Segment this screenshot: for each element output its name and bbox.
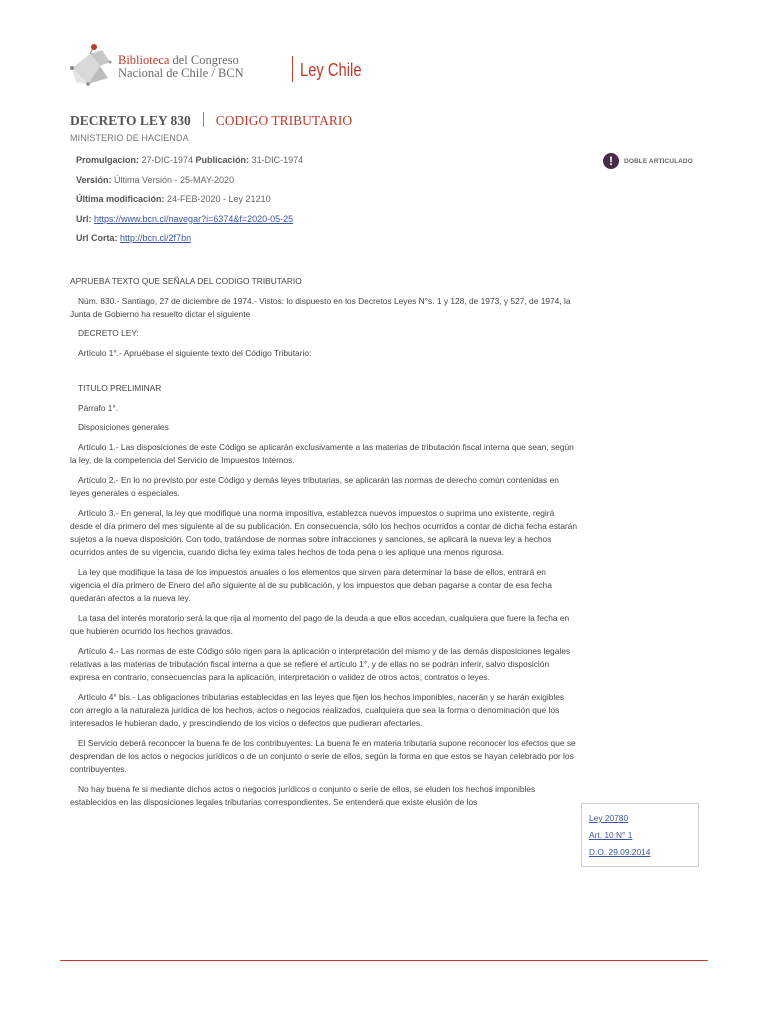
url-link[interactable]: https://www.bcn.cl/navegar?i=6374&f=2020-05-25 [94, 213, 294, 224]
body-paragraph: Artículo 4.- Las normas de este Código sólo rigen para la aplicación o interpretación del mismo y de las demás disposiciones legales relativas a las materias de tributación fiscal interna a que se refiere el artículo 1°, y de ellas no se podrán inferir, salvo disposición expresa en contrario, consecuencias para la aplicación, interpretación o validez de otros actos, contratos o leyes. [70, 645, 571, 682]
meta-url-corta [76, 233, 303, 253]
body-paragraph: Núm. 830.- Santiago, 27 de diciembre de 1974.- Vistos: lo dispuesto en los Decretos Leyes N°s. 1 y 128, de 1973, y 527, de 1974, la Junta de Gobierno ha resuelto dictar el siguiente [70, 295, 571, 319]
body-paragraph: El Servicio deberá reconocer la buena fe de los contribuyentes. La buena fe en materia tributaria supone reconocer los efectos que se desprendan de los actos o negocios jurídicos o de un conjunto o serie de ellos, según la forma en que estos se hayan celebrado por los contribuyentes. [70, 737, 576, 774]
publicacion-value: 31-DIC-1974 [249, 155, 304, 165]
body-paragraph: TITULO PRELIMINAR [78, 383, 162, 394]
bcn-logo-mark [66, 44, 114, 90]
doble-articulado-button[interactable] [603, 153, 693, 169]
version-value: Última Versión - 25-MAY-2020 [111, 174, 235, 185]
meta-promulgacion [76, 155, 303, 175]
logo-separator [292, 56, 293, 82]
url-corta-link[interactable]: http://bcn.cl/2f7bn [120, 233, 192, 243]
meta-modificacion [76, 194, 303, 214]
document-title-row [70, 112, 352, 130]
meta-url [76, 214, 303, 234]
title-separator [203, 112, 204, 127]
modificacion-label: Última modificación: [76, 194, 165, 204]
body-paragraph: No hay buena fe si mediante dichos actos o negocios jurídicos o conjunto o serie de ellos, se eluden los hechos imponibles establecidos en las disposiciones legales tributarias correspondientes. Se entenderá que existe elusión de los [70, 783, 536, 807]
modificacion-value: 24-FEB-2020 - Ley 21210 [164, 194, 271, 204]
logo-line2: Nacional de Chile / BCN [118, 66, 244, 80]
meta-version [76, 175, 303, 195]
document-metadata [76, 155, 303, 253]
exclamation-icon: ! [603, 153, 619, 169]
ministry-label: MINISTERIO DE HACIENDA [70, 133, 189, 143]
body-paragraph: APRUEBA TEXTO QUE SEÑALA DEL CODIGO TRIBUTARIO [70, 276, 302, 286]
document-body [70, 275, 578, 815]
body-paragraph: DECRETO LEY: [78, 328, 139, 339]
url-corta-label: Url Corta: [76, 233, 118, 243]
promulgacion-value: 27-DIC-1974 [139, 155, 196, 165]
body-paragraph: Artículo 1.- Las disposiciones de este Código se aplicarán exclusivamente a las materias de tributación fiscal interna que sean, según la ley, de la competencia del Servicio de Impuestos Internos. [70, 441, 574, 466]
url-label: Url: [76, 213, 92, 224]
publicacion-label: Publicación: [195, 155, 250, 165]
body-paragraph: Artículo 2.- En lo no previsto por este Código y demás leyes tributarias, se aplicarán las normas de derecho común contenidas en leyes generales o especiales. [70, 474, 559, 498]
version-label: Versión: [76, 174, 112, 185]
sidenote-ley-link[interactable]: Ley 20780 [589, 813, 629, 823]
document-subtitle: CODIGO TRIBUTARIO [215, 113, 353, 128]
modification-sidenote [581, 803, 699, 867]
ley-chile-brand: Ley Chile [300, 60, 362, 80]
body-paragraph: La tasa del interés moratorio será la que rija al momento del pago de la deuda a que ellos accedan, cualquiera que fuere la fecha en que hubieren ocurrido los hechos gravados. [70, 612, 570, 636]
logo-line1-rest: del Congreso [169, 53, 239, 67]
document-title: DECRETO LEY 830 [70, 113, 191, 128]
doble-articulado-label: DOBLE ARTICULADO [624, 157, 693, 165]
body-paragraph: Párrafo 1°. [78, 402, 119, 413]
sidenote-date-link[interactable]: D.O. 29.09.2014 [589, 847, 651, 857]
bcn-logo-text [118, 54, 244, 80]
logo-line1-red: Biblioteca [118, 53, 170, 67]
body-paragraph: Artículo 3.- En general, la ley que modifique una norma impositiva, establezca nuevos impuestos o suprima uno existente, regirá desde el día primero del mes siguiente al de su publicación. En consecuencia, sólo los hechos ocurridos a contar de dicha fecha estarán sujetos a la nueva disposición. Con todo, tratándose de normas sobre infracciones y sanciones, se aplicará la nueva ley a hechos ocurridos antes de su vigencia, cuando dicha ley exima tales hechos de toda pena o les aplique una menos rigurosa. [70, 507, 577, 558]
bottom-divider [60, 960, 708, 961]
promulgacion-label: Promulgacion: [76, 155, 140, 165]
sidenote-article-link[interactable]: Art. 10 N° 1 [589, 830, 633, 840]
bcn-logo[interactable] [66, 44, 362, 94]
body-paragraph: Disposiciones generales [78, 422, 169, 433]
body-paragraph: Artículo 4° bis.- Las obligaciones tributarias establecidas en las leyes que fijen los hechos imponibles, nacerán y se harán exigibles con arreglo a la naturaleza jurídica de los hechos, actos o negocios realizados, cualquiera que sea la forma o denominación que los interesados le hubieran dado, y prescindiendo de los vicios o defectos que pudieran afectarles. [70, 691, 565, 728]
body-paragraph: La ley que modifique la tasa de los impuestos anuales o los elementos que sirven para determinar la base de ellos, entrará en vigencia el día primero de Enero del año siguiente al de su publicación, y los impuestos que deban pagarse a contar de esa fecha quedarán afectos a la nueva ley. [70, 566, 552, 604]
body-paragraph: Artículo 1°.- Apruébase el siguiente texto del Código Tributario: [78, 347, 312, 358]
